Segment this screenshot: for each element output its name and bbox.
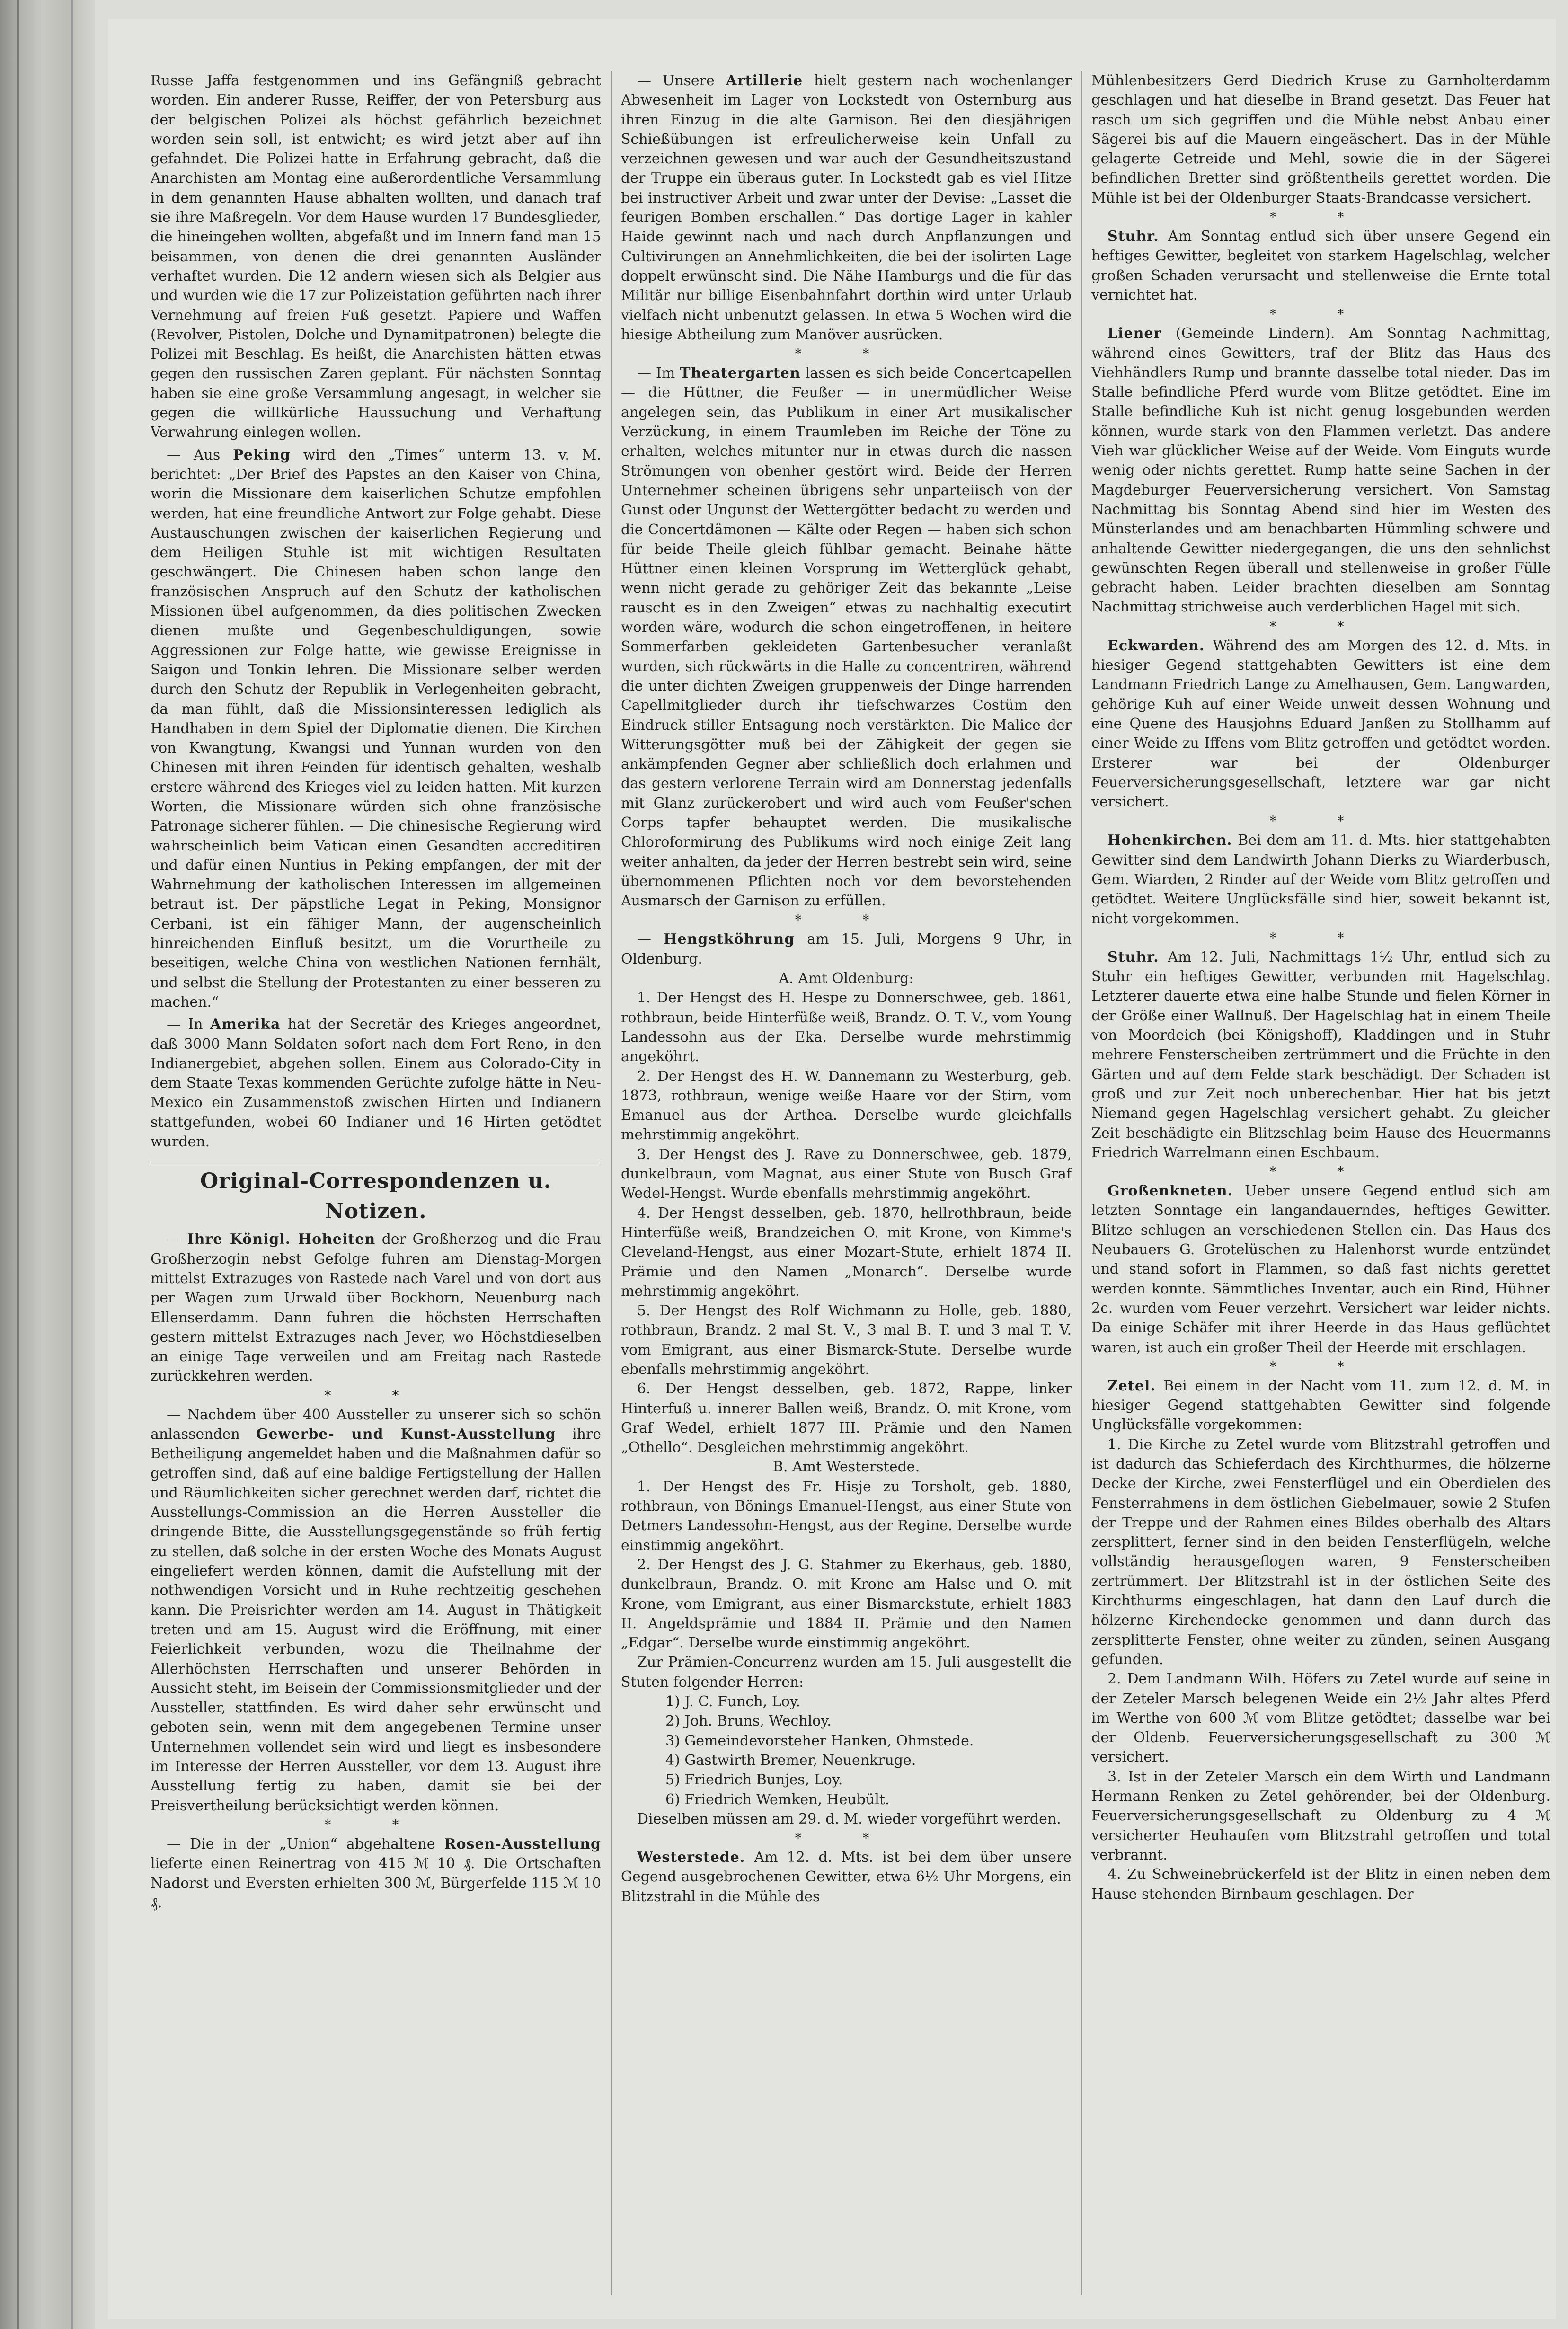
article-text: Am Sonntag entlud sich über unsere Gegend ein heftiges Gewitter, begleitet von starkem Hagelschlag, welcher großen Schaden verursacht und stellenweise die Ernte total vernichtet hat. (1091, 228, 1550, 303)
article-peking (151, 445, 601, 1012)
list-item: 1) J. C. Funch, Loy. (665, 1693, 801, 1710)
headline: Artillerie (726, 72, 803, 89)
subheading: A. Amt Oldenburg: (779, 970, 914, 987)
separator-stars: * * (1269, 1164, 1373, 1180)
column-1 (151, 71, 601, 2295)
binding-fold (71, 0, 73, 2329)
article-hengstkoehrung (621, 930, 1072, 969)
article-text: — Nachdem über 400 Aussteller zu unserer sich so schön anlassenden (151, 1406, 601, 1443)
article-text: am 15. Juli, Morgens 9 Uhr, in Oldenburg. (621, 931, 1072, 967)
place-name: Liener (1107, 325, 1162, 342)
headline: Rosen-Ausstellung (444, 1835, 601, 1852)
column-3 (1091, 71, 1550, 2295)
subheading: B. Amt Westerstede. (772, 1459, 920, 1476)
entry: Dieselben müssen am 29. d. M. wieder vorgeführt werden. (637, 1810, 1061, 1827)
article-ausstellung (151, 1405, 601, 1815)
article-text: Während des am Morgen des 12. d. Mts. in hiesiger Gegend stattgehabten Gewitters ist eine dem Landmann Friedrich Lange zu Amelhausen, Gem. Langwarden, gehörige Kuh auf einer Weide unweit dessen Wohnung und eine Quene des Hausjohns Eduard Janßen zu Stollhamm auf einer Weide zu Iffens vom Blitz getroffen und getödtet worden. Ersterer war bei der Oldenburger Feuerversicherungsgesellschaft, letztere war gar nicht versichert. (1091, 637, 1550, 811)
list-item: 6) Friedrich Wemken, Heubült. (665, 1791, 890, 1808)
article-text: hat der Secretär des Krieges angeordnet, daß 3000 Mann Soldaten sofort nach dem Fort Reno, in den Indianergebiet, abgehen sollen. Einem aus Colorado-City in dem Staate Texas kommenden Gerüchte zufolge hätte in Neu-Mexico ein Zusammenstoß zwischen Hirten und Indianern stattgefunden, wobei 60 Indianer und 16 Hirten getödtet wurden. (151, 1016, 601, 1151)
article-rosen (151, 1834, 601, 1913)
dash: — In (167, 1016, 203, 1033)
article-eckwarden (1091, 636, 1550, 812)
entry: 3. Ist in der Zeteler Marsch ein dem Wirth und Landmann Hermann Renken zu Zetel gehörender, bei der Oldenburg. Feuerversicherungsgesellschaft zu Oldenburg zu 4 ℳ versicherter Heuhaufen vom Blitzstrahl getroffen und total verbrannt. (1091, 1768, 1550, 1863)
article-text: der Großherzog und die Frau Großherzogin nebst Gefolge fuhren am Dienstag-Morgen mittelst Extrazuges von Rastede nach Varel und von dort aus per Wagen zum Urwald über Bockhorn, Neuenburg nach Ellenserdamm. Dann fuhren die höchsten Herrschaften gestern mittelst Extrazuges nach Jever, wo Höchstdieselben an einige Tage verweilen und am Freitag nach Rastede zurückkehren werden. (151, 1231, 601, 1385)
article-text: hielt gestern nach wochenlanger Abwesenheit im Lager von Lockstedt von Osternburg aus ihren Einzug in die alte Garnison. Bei den diesjährigen Schießübungen ist erfreulicherweise kein Unfall zu verzeichnen gewesen und war auch der Gesundheitszustand der Truppe ein überaus guter. In Lockstedt gab es viel Hitze bei instructiver Arbeit und zwar unter der Devise: „Lasset die feurigen Bomben erschallen.“ Das dortige Lager in kahler Haide gewinnt nach und nach durch Anpflanzungen und Cultivirungen an Annehmlichkeiten, die bei der isolirten Lage doppelt erwünscht sind. Die Nähe Hamburgs und die für das Militär nur billige Eisenbahnfahrt dorthin wird unter Urlaub vielfach nicht unbenutzt gelassen. In etwa 5 Wochen wird die hiesige Abtheilung zum Manöver ausrücken. (621, 72, 1072, 343)
place-name: Eckwarden. (1107, 637, 1205, 654)
article-text: Russe Jaffa festgenommen und ins Gefängniß gebracht worden. Ein anderer Russe, Reiffer, der von Petersburg aus der belgischen Polizei als höchst gefährlich bezeichnet worden sein soll, ist entwicht; es wird jetzt aber auf ihn gefahndet. Die Polizei hatte in Erfahrung gebracht, daß die Anarchisten am Montag eine außerordentliche Versammlung in dem genannten Hause abhalten wollten, und danach traf sie ihre Maßregeln. Vor dem Hause wurden 17 Bundesglieder, die hineingehen wollten, abgefaßt und im Innern fand man 15 beisammen, von denen die drei genannten Ausländer verhaftet wurden. Die 12 andern wiesen sich als Belgier aus und wurden wie die 17 zur Polizeistation geführten nach ihrer Vernehmung auf freien Fuß gesetzt. Papiere und Waffen (Revolver, Pistolen, Dolche und Dynamitpatronen) belegte die Polizei mit Beschlag. Es heißt, die Anarchisten hätten etwas gegen den russischen Zaren geplant. Für nächsten Sonntag haben sie eine große Versammlung angesagt, in welcher sie gegen die willkürliche Haussuchung und Verhaftung Verwahrung einlegen wollen. (151, 72, 601, 441)
article-text: Am 12. Juli, Nachmittags 1½ Uhr, entlud sich zu Stuhr ein heftiges Gewitter, verbunden mit Hagelschlag. Letzterer dauerte etwa eine halbe Stunde und fielen Körner in der Größe einer Wallnuß. Der Hagelschlag hat in einem Theile von Moordeich (bei Königshoff), Kladdingen und in Stuhr mehrere Fensterscheiben zertrümmert und die Früchte in den Gärten und auf dem Felde stark beschädigt. Der Schaden ist groß und zur Zeit noch unberechenbar. Hier hat bis jetzt Niemand gegen Hagelschlag versichert gehabt. Zu gleicher Zeit beschädigte ein Blitzschlag beim Hause des Heuermanns Friedrich Warrelmann einen Eschbaum. (1091, 948, 1550, 1161)
place-name: Großenkneten. (1107, 1183, 1233, 1200)
separator-stars: * * (1269, 930, 1373, 946)
headline: Hengstköhrung (664, 931, 795, 948)
article-text: Ueber unsere Gegend entlud sich am letzten Sonntage ein langandauerndes, heftiges Gewitter. Blitze schlugen an verschiedenen Stellen ein. Das Haus des Neubauers G. Grotelüschen zu Halenhorst wurde entzündet und stand sofort in Flammen, so daß fast nichts gerettet werden konnte. Sämmtliches Inventar, auch ein Rind, Hühner 2c. wurden vom Feuer verzehrt. Versichert war leider nichts. Da einige Schäfer mit ihrer Heerde in das Haus geflüchtet waren, ist auch ein großer Theil der Heerde mit erschlagen. (1091, 1183, 1550, 1356)
article-westerstede (621, 1848, 1072, 1906)
separator-stars: * * (795, 1830, 898, 1846)
list-item: 5) Friedrich Bunjes, Loy. (665, 1771, 843, 1789)
headline: Theatergarten (680, 365, 801, 382)
entry: 1. Die Kirche zu Zetel wurde vom Blitzstrahl getroffen und ist dadurch das Schieferdach des Kirchthurmes, die hölzerne Decke der Kirche, zwei Fensterflügel und ein Oberdielen des Fensterrahmens in dem östlichen Giebelmauer, sowie 2 Stufen der Treppe und der Rahmen eines Bildes oberhalb des Altars zersplittert, ferner sind in den beiden Fensterflügeln, welche vollständig herausgeflogen waren, 9 Fensterscheiben zertrümmert. Der Blitzstrahl ist in der östlichen Seite des Kirchthurms eingeschlagen, hat dann den Lauf durch die hölzerne Kirchendecke genommen und dann durch das zersplitterte Fenster, ohne weiter zu zünden, seinen Ausgang gefunden. (1091, 1436, 1550, 1668)
separator-stars: * * (1269, 618, 1373, 634)
dash: — Aus (167, 446, 221, 463)
place-name: Stuhr. (1107, 948, 1159, 965)
place-name: Stuhr. (1107, 228, 1159, 245)
place-name: Zetel. (1107, 1377, 1156, 1394)
article-text: — Unsere (637, 72, 715, 89)
article-text: Mühlenbesitzers Gerd Diedrich Kruse zu Garnholterdamm geschlagen und hat dieselbe in Brand gesetzt. Das Feuer hat rasch um sich gegriffen und die Mühle nebst Anbau einer Sägerei bis auf die Mauern eingeäschert. Das in der Mühle gelagerte Getreide und Mehl, sowie die in der Sägerei befindlichen Bretter sind größtentheils gerettet worden. Die Mühle ist bei der Oldenburger Staats-Brandcasse versichert. (1091, 72, 1550, 206)
entry: 4. Zu Schweinebrückerfeld ist der Blitz in einen neben dem Hause stehenden Birnbaum geschlagen. Der (1091, 1866, 1550, 1903)
place-name: Peking (233, 446, 291, 463)
entry: 6. Der Hengst desselben, geb. 1872, Rappe, linker Hinterfuß u. innerer Ballen weiß, Brandz. O. mit Krone, vom Graf Wedel, erhielt 1877 III. Prämie und den Namen „Othello“. Desgleichen mehrstimmig angeköhrt. (621, 1381, 1072, 1456)
place-name: Hohenkirchen. (1107, 832, 1232, 849)
article-hohenkirchen (1091, 831, 1550, 928)
article-text: Bei einem in der Nacht vom 11. zum 12. d. M. in hiesiger Gegend stattgehabten Gewitter sind folgende Unglücksfälle vorgekommen: (1091, 1377, 1550, 1434)
article-text: lassen es sich beide Concertcapellen — die Hüttner, die Feußer — in unermüdlicher Weise angelegen sein, das Publikum in einer Art musikalischer Verzückung, in einem Traumleben im Reiche der Töne zu erhalten, welches mitunter nur in etwas durch die nassen Strömungen von obenher gestört wird. Beide der Herren Unternehmer scheinen übrigens sehr unparteiisch von der Gunst oder Ungunst der Wettergötter bedacht zu werden und die Concertdämonen — Kälte oder Regen — haben sich schon für beide Theile gleich fühlbar gemacht. Beinahe hätte Hüttner einen kleinen Vorsprung im Wetterglück gehabt, wenn nicht gerade zu gehöriger Zeit das bekannte „Leise rauscht es in den Zweigen“ etwas zu nachhaltig executirt worden wäre, wodurch die schon eingetroffenen, in heitere Sommerfarben gekleideten Gartenbesucher veranlaßt wurden, sich rückwärts in die Halle zu concentriren, während die unter dichten Zweigen gruppenweis der Dinge harrenden Capellmitglieder durch ihr tiefschwarzes Costüm den Eindruck stiller Entsagung noch verstärkten. Die Malice der Witterungsgötter muß bei der Zähigkeit der gegen sie ankämpfenden Gegner aber schließlich doch erlahmen und das gestern verlorene Terrain wird am Donnerstag jedenfalls mit Glanz zurückerobert und wird auch vom Feußer'schen Corps tapfer behauptet werden. Die musikalische Chloroformirung des Publikums wird noch einige Zeit lang weiter anhalten, da jeder der Herren bestrebt sein wird, seine übernommenen Pflichten noch vor dem bevorstehenden Ausmarsch der Garnison zu erfüllen. (621, 365, 1072, 910)
separator-stars: * * (1269, 306, 1373, 322)
entry: 4. Der Hengst desselben, geb. 1870, hellrothbraun, beide Hinterfüße weiß, Brandzeichen O. mit Krone, von Kimme's Cleveland-Hengst, aus einer Mozart-Stute, erhielt 1874 II. Prämie und den Namen „Monarch“. Derselbe wurde mehrstimmig angeköhrt. (621, 1204, 1072, 1300)
list-item: 3) Gemeindevorsteher Hanken, Ohmstede. (665, 1732, 974, 1749)
column-2 (621, 71, 1072, 2295)
place-name: Amerika (210, 1016, 281, 1033)
article-text: lieferte einen Reinertrag von 415 ℳ 10 ₰. Die Ortschaften Nadorst und Eversten erhielten 300 ℳ, Bürgerfelde 115 ℳ 10 ₰. (151, 1855, 601, 1911)
separator-stars: * * (795, 346, 898, 362)
article-text: ihre Betheiligung angemeldet haben und die Maßnahmen dafür so getroffen sind, daß auf eine baldige Fertigstellung der Hallen und Räumlichkeiten sicher gerechnet werden darf, richtet die Ausstellungs-Commission an die Herren Aussteller die dringende Bitte, die Ausstellungsgegenstände so früh fertig zu stellen, daß solche in der ersten Woche des Monats August eingeliefert werden können, damit die Aufstellung mit der nothwendigen Vorsicht und in Ruhe rechtzeitig geschehen kann. Die Preisrichter werden am 14. August in Thätigkeit treten und am 15. August wird die Eröffnung, mit einer Feierlichkeit verbunden, wozu die Theilnahme der Allerhöchsten Herrschaften und unserer Behörden in Aussicht steht, im Beisein der Commissionsmitglieder und der Aussteller, stattfinden. Es wird daher sehr erwünscht und geboten sein, wenn mit dem angegebenen Termine unser Unternehmen vollendet sein wird und liegt es insbesondere im Interesse der Herren Aussteller, vor dem 13. August ihre Ausstellung fertig zu haben, damit sie bei der Preisvertheilung berücksichtigt werden können. (151, 1426, 601, 1814)
article-text: Bei dem am 11. d. Mts. hier stattgehabten Gewitter sind dem Landwirth Johann Dierks zu Wiarderbusch, Gem. Wiarden, 2 Rinder auf der Weide vom Blitz getroffen und getödtet. Weitere Unglücksfälle sind hier, soweit bekannt ist, nicht vorgekommen. (1091, 832, 1550, 927)
entry: 1. Der Hengst des H. Hespe zu Donnerschwee, geb. 1861, rothbraun, beide Hinterfüße weiß, Brandz. O. T. V., vom Young Landessohn aus der Eka. Derselbe wurde mehrstimmig angeköhrt. (621, 990, 1072, 1065)
column-rule (1081, 71, 1082, 2295)
article-artillerie (621, 71, 1072, 345)
article-liener (1091, 324, 1550, 617)
dash: — (167, 1231, 181, 1248)
entry: 2. Dem Landmann Wilh. Höfers zu Zetel wurde auf seine in der Zeteler Marsch belegenen Weide ein 2½ Jahr altes Pferd im Werthe von 600 ℳ vom Blitze getödtet; dasselbe war bei der Oldenb. Feuerversicherungsgesellschaft zu 300 ℳ versichert. (1091, 1671, 1550, 1766)
entry: 1. Der Hengst des Fr. Hisje zu Torsholt, geb. 1880, rothbraun, von Bönings Emanuel-Hengst, aus einer Stute von Detmers Landessohn-Hengst, aus der Regine. Derselbe wurde einstimmig angeköhrt. (621, 1478, 1072, 1554)
article-text: — Die in der „Union“ abgehaltene (167, 1835, 435, 1852)
separator-stars: * * (1269, 1358, 1373, 1374)
article-stuhr-2 (1091, 948, 1550, 1162)
article-theatergarten (621, 363, 1072, 911)
article-text: (Gemeinde Lindern). Am Sonntag Nachmittag, während eines Gewitters, traf der Blitz das Haus des Viehhändlers Rump und brannte dasselbe total nieder. Das im Stalle befindliche Pferd wurde vom Blitze getödtet. Eine im Stalle befindliche Kuh ist nicht genug losgebunden werden können, wurde stark von den Flammen verletzt. Das andere Vieh war glücklicher Weise auf der Weide. Vom Einguts wurde wenig oder nichts gerettet. Rump hatte seine Sachen in der Magdeburger Feuerversicherung versichert. Von Samstag Nachmittag bis Sonntag Abend sind hier im Westen des Münsterlandes und am benachbarten Hümmling schwere und anhaltende Gewitter niedergegangen, die uns den sehnlichst gewünschten Regen überall und stellenweise in großer Fülle gebracht haben. Leider brachten dieselben am Sonntag Nachmittag strichweise auch verderblichen Hagel mit sich. (1091, 325, 1550, 616)
entry: 3. Der Hengst des J. Rave zu Donnerschwee, geb. 1879, dunkelbraun, vom Magnat, aus einer Stute von Busch Graf Wedel-Hengst. Wurde ebenfalls mehrstimmig angeköhrt. (621, 1146, 1072, 1202)
entry: 2. Der Hengst des H. W. Dannemann zu Westerburg, geb. 1873, rothbraun, wenige weiße Haare vor der Stirn, vom Emanuel aus der Arthea. Derselbe wurde gleichfalls mehrstimmig angeköhrt. (621, 1068, 1072, 1143)
article-grossenkneten (1091, 1181, 1550, 1357)
article-hoheiten (151, 1230, 601, 1386)
article-amerika (151, 1015, 601, 1151)
headline: Gewerbe- und Kunst-Ausstellung (256, 1426, 556, 1443)
entry: 5. Der Hengst des Rolf Wichmann zu Holle, geb. 1880, rothbraun, Brandz. 2 mal St. V., 3 mal B. T. und 3 mal T. V. vom Emigrant, aus einer Bismarck-Stute. Derselbe wurde ebenfalls mehrstimmig angeköhrt. (621, 1302, 1072, 1378)
article-text: wird den „Times“ unterm 13. v. M. berichtet: „Der Brief des Papstes an den Kaiser von China, worin die Missionare dem kaiserlichen Schutze empfohlen werden, hat eine freundliche Antwort zur Folge gehabt. Diese Austauschungen zwischen der kaiserlichen Regierung und dem Heiligen Stuhle ist mit wichtigen Resultaten geschwängert. Die Chinesen haben schon lange den französischen Anspruch auf den Schutz der katholischen Missionen übel aufgenommen, da dies politischen Zwecken dienen mußte und Gegenbeschuldigungen, sowie Aggressionen zur Folge hatte, wie gewisse Ereignisse in Saigon und Tonkin lehren. Die Missionare selber werden durch den Schutz der Republik in Verlegenheiten gebracht, da man fühlt, daß die Missionsinteressen lediglich als Handhaben in dem Spiel der Diplomatie dienen. Die Kirchen von Kwangtung, Kwangsi und Yunnan wurden von den Chinesen mit ihren Feinden für identisch gehalten, weshalb erstere während des Krieges viel zu leiden hatten. Mit kurzen Worten, die Missionare würden sich ohne französische Patronage sicherer fühlen. — Die chinesische Regierung wird wahrscheinlich beim Vatican einen Gesandten accreditiren und dafür einen Nuntius in Peking empfangen, der mit der Wahrnehmung der katholischen Interessen im allgemeinen betraut ist. Der päpstliche Legat in Peking, Monsignor Cerbani, ist ein fähiger Mann, der augenscheinlich hinreichenden Einfluß besitzt, um die Vorurtheile zu beseitigen, welche China von westlichen Nationen fernhält, und selbst die Stellung der Protestanten zu einer besseren zu machen.“ (151, 446, 601, 1010)
entry: 2. Der Hengst des J. G. Stahmer zu Ekerhaus, geb. 1880, dunkelbraun, Brandz. O. mit Krone am Halse und O. mit Krone, vom Emigrant, aus einer Bismarckstute, erhielt 1883 II. Angeldsprämie und 1884 II. Prämie und den Namen „Edgar“. Derselbe wurde einstimmig angeköhrt. (621, 1556, 1072, 1652)
separator-stars: * * (1269, 813, 1373, 829)
section-heading: Original-Correspondenzen u. Notizen. (151, 1162, 601, 1227)
separator-stars: * * (324, 1387, 427, 1403)
page-binding (0, 0, 95, 2329)
binding-edge (17, 0, 19, 2329)
list-item: 2) Joh. Bruns, Wechloy. (665, 1713, 832, 1730)
article-text: Am 12. d. Mts. ist bei dem über unsere Gegend ausgebrochenen Gewitter, etwa 6½ Uhr Morgens, ein Blitzstrahl in die Mühle des (621, 1849, 1072, 1905)
separator-stars: * * (795, 912, 898, 928)
article-text: — Im (637, 365, 675, 382)
headline: Ihre Königl. Hoheiten (187, 1231, 376, 1248)
list-item: 4) Gastwirth Bremer, Neuenkruge. (665, 1752, 916, 1769)
place-name: Westerstede. (637, 1849, 745, 1866)
dash: — (637, 931, 651, 948)
article-zetel (1091, 1376, 1550, 1435)
separator-stars: * * (1269, 209, 1373, 225)
entry: Zur Prämien-Concurrenz wurden am 15. Juli ausgestellt die Stuten folgender Herren: (621, 1654, 1072, 1691)
column-rule (611, 71, 612, 2295)
separator-stars: * * (324, 1816, 427, 1833)
article-stuhr (1091, 227, 1550, 305)
